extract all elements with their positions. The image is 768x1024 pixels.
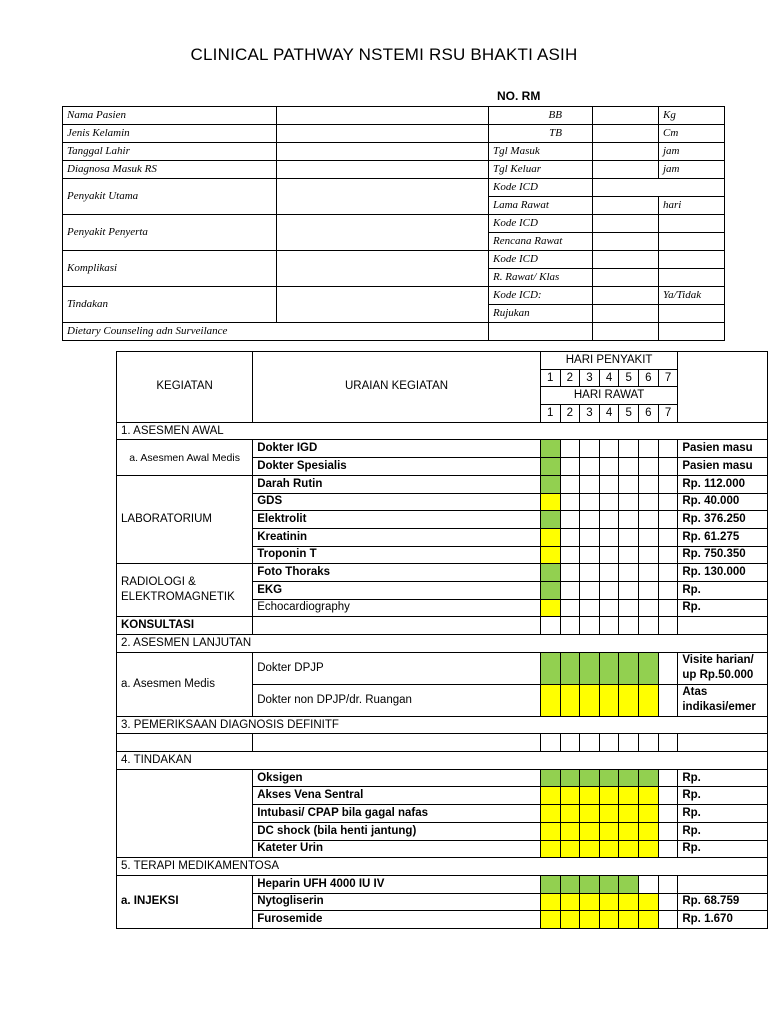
day-cell[interactable] [658, 769, 678, 787]
r-rawat-klas-extra[interactable] [659, 269, 725, 287]
diagnosa-masuk-label: Diagnosa Masuk RS [63, 161, 277, 179]
day-cell-yellow[interactable] [599, 822, 619, 840]
jam-keluar-unit: jam [659, 161, 725, 179]
day-cell-yellow[interactable] [619, 840, 639, 858]
day-cell[interactable] [560, 546, 580, 564]
dokter-spesialis: Dokter Spesialis [253, 458, 541, 476]
day-cell[interactable] [599, 617, 619, 635]
day-cell[interactable] [639, 493, 659, 511]
day-cell[interactable] [658, 684, 678, 716]
day-cell[interactable] [619, 599, 639, 617]
cost-dc-shock: Rp. [678, 822, 768, 840]
asesmen-medis-label: a. Asesmen Medis [117, 652, 253, 716]
day-cell-yellow[interactable] [619, 787, 639, 805]
day-cell[interactable] [619, 440, 639, 458]
troponin-t: Troponin T [253, 546, 541, 564]
cost-darah-rutin: Rp. 112.000 [678, 475, 768, 493]
heparin: Heparin UFH 4000 IU IV [253, 875, 541, 893]
kode-icd-komplikasi-extra[interactable] [659, 251, 725, 269]
day-cell[interactable] [560, 511, 580, 529]
komplikasi-label: Komplikasi [63, 251, 277, 287]
note-dokter-spesialis: Pasien masu [678, 458, 768, 476]
day-cell-yellow[interactable] [599, 805, 619, 823]
note-dokter-igd: Pasien masu [678, 440, 768, 458]
day-cell[interactable] [658, 581, 678, 599]
rujukan-value[interactable] [593, 305, 659, 323]
day-cell[interactable] [580, 511, 600, 529]
day-cell-yellow[interactable] [599, 893, 619, 911]
day-cell-yellow[interactable] [540, 528, 560, 546]
day-cell[interactable] [658, 652, 678, 684]
day-cell[interactable] [580, 493, 600, 511]
day-cell-yellow[interactable] [560, 822, 580, 840]
asesmen-awal-medis-label: a. Asesmen Awal Medis [117, 440, 253, 475]
day-cell[interactable] [639, 564, 659, 582]
day-cell-green[interactable] [639, 769, 659, 787]
kode-icd-komplikasi-label: Kode ICD [489, 251, 593, 269]
kode-icd-komplikasi-value[interactable] [593, 251, 659, 269]
cost-intubasi: Rp. [678, 805, 768, 823]
kateter-urin: Kateter Urin [253, 840, 541, 858]
day-cell-yellow[interactable] [580, 893, 600, 911]
lama-rawat-value[interactable] [593, 197, 659, 215]
tanggal-lahir-label: Tanggal Lahir [63, 143, 277, 161]
page-title: CLINICAL PATHWAY NSTEMI RSU BHAKTI ASIH [190, 45, 578, 64]
day-cell[interactable] [580, 440, 600, 458]
bb-label: BB [489, 107, 593, 125]
r-rawat-klas-label: R. Rawat/ Klas [489, 269, 593, 287]
day-cell[interactable] [619, 564, 639, 582]
day-cell-green[interactable] [599, 875, 619, 893]
day-cell[interactable] [639, 734, 659, 752]
day-header: 5 [619, 405, 639, 423]
section-tindakan: 4. TINDAKAN [117, 752, 768, 770]
day-cell-yellow[interactable] [540, 546, 560, 564]
day-header: 3 [580, 405, 600, 423]
keterangan-header [678, 352, 768, 423]
day-cell-yellow[interactable] [560, 805, 580, 823]
kode-icd-tindakan-value[interactable] [593, 287, 659, 305]
day-cell-yellow[interactable] [639, 805, 659, 823]
day-cell-yellow[interactable] [560, 911, 580, 929]
day-cell[interactable] [560, 581, 580, 599]
tgl-masuk-label: Tgl Masuk [489, 143, 593, 161]
penyakit-penyerta-value[interactable] [277, 215, 489, 251]
day-cell-yellow[interactable] [639, 840, 659, 858]
nytogliserin: Nytogliserin [253, 893, 541, 911]
day-cell-green[interactable] [540, 652, 560, 684]
cost-elektrolit: Rp. 376.250 [678, 511, 768, 529]
rencana-rawat-extra[interactable] [659, 233, 725, 251]
day-cell-yellow[interactable] [619, 805, 639, 823]
day-cell[interactable] [658, 440, 678, 458]
day-cell[interactable] [639, 546, 659, 564]
day-cell[interactable] [639, 528, 659, 546]
day-cell-green[interactable] [599, 652, 619, 684]
ekg: EKG [253, 581, 541, 599]
furosemide: Furosemide [253, 911, 541, 929]
day-cell-green[interactable] [639, 652, 659, 684]
day-cell[interactable] [580, 581, 600, 599]
day-cell-green[interactable] [560, 652, 580, 684]
day-header: 3 [580, 369, 600, 387]
injeksi-label: a. INJEKSI [117, 875, 253, 928]
kreatinin: Kreatinin [253, 528, 541, 546]
no-rm-label: NO. RM [497, 89, 541, 103]
day-cell[interactable] [599, 564, 619, 582]
day-cell-yellow[interactable] [540, 893, 560, 911]
day-cell[interactable] [540, 617, 560, 635]
diagnosa-masuk-value[interactable] [277, 161, 489, 179]
day-cell[interactable] [560, 440, 580, 458]
cost-heparin [678, 875, 768, 893]
day-cell-green[interactable] [560, 769, 580, 787]
day-cell[interactable] [658, 511, 678, 529]
day-cell-green[interactable] [540, 564, 560, 582]
day-cell[interactable] [619, 617, 639, 635]
tindakan-label: Tindakan [63, 287, 277, 323]
komplikasi-value[interactable] [277, 251, 489, 287]
konsultasi-value[interactable] [253, 617, 541, 635]
kode-icd-penyerta-extra[interactable] [659, 215, 725, 233]
day-cell-yellow[interactable] [540, 911, 560, 929]
day-cell[interactable] [599, 511, 619, 529]
dietary-value[interactable] [489, 323, 593, 341]
day-cell-yellow[interactable] [580, 684, 600, 716]
cost-akses-vena: Rp. [678, 787, 768, 805]
day-cell[interactable] [560, 564, 580, 582]
day-cell-green[interactable] [580, 769, 600, 787]
day-cell[interactable] [599, 599, 619, 617]
day-cell-yellow[interactable] [599, 840, 619, 858]
day-cell[interactable] [540, 734, 560, 752]
day-header: 4 [599, 369, 619, 387]
day-cell[interactable] [599, 475, 619, 493]
darah-rutin: Darah Rutin [253, 475, 541, 493]
day-cell[interactable] [639, 617, 659, 635]
day-cell-yellow[interactable] [560, 787, 580, 805]
dokter-dpjp: Dokter DPJP [253, 652, 541, 684]
dietary-extra-1[interactable] [593, 323, 659, 341]
day-cell[interactable] [560, 475, 580, 493]
note-atas-indikasi: Atas indikasi/emer [678, 684, 768, 716]
day-cell-yellow[interactable] [580, 822, 600, 840]
day-cell-green[interactable] [540, 440, 560, 458]
penyakit-utama-value[interactable] [277, 179, 489, 215]
day-cell-yellow[interactable] [619, 684, 639, 716]
day-cell[interactable] [580, 475, 600, 493]
day-cell[interactable] [580, 458, 600, 476]
elektrolit: Elektrolit [253, 511, 541, 529]
day-cell-green[interactable] [540, 769, 560, 787]
pathway-table [116, 351, 768, 929]
note-visite: Visite harian/ up Rp.50.000 [678, 652, 768, 684]
penyakit-penyerta-label: Penyakit Penyerta [63, 215, 277, 251]
day-cell-green[interactable] [540, 511, 560, 529]
foto-thoraks: Foto Thoraks [253, 564, 541, 582]
penyakit-utama-label: Penyakit Utama [63, 179, 277, 215]
day-cell[interactable] [560, 458, 580, 476]
tb-label: TB [489, 125, 593, 143]
day-cell-yellow[interactable] [580, 840, 600, 858]
day-cell[interactable] [560, 528, 580, 546]
day-cell-yellow[interactable] [639, 822, 659, 840]
nama-pasien-label: Nama Pasien [63, 107, 277, 125]
day-cell-yellow[interactable] [619, 911, 639, 929]
lama-rawat-label: Lama Rawat [489, 197, 593, 215]
cost-kateter: Rp. [678, 840, 768, 858]
day-header: 2 [560, 369, 580, 387]
day-cell[interactable] [658, 911, 678, 929]
day-cell[interactable] [658, 493, 678, 511]
day-cell-yellow[interactable] [580, 911, 600, 929]
day-cell-yellow[interactable] [599, 787, 619, 805]
cost-gds: Rp. 40.000 [678, 493, 768, 511]
day-cell-yellow[interactable] [599, 911, 619, 929]
day-cell-green[interactable] [540, 875, 560, 893]
day-cell-green[interactable] [580, 652, 600, 684]
day-header: 4 [599, 405, 619, 423]
day-header: 5 [619, 369, 639, 387]
day-cell[interactable] [580, 599, 600, 617]
konsultasi-label: KONSULTASI [117, 617, 253, 635]
day-cell[interactable] [580, 617, 600, 635]
nama-pasien-value[interactable] [277, 107, 489, 125]
day-cell-yellow[interactable] [639, 893, 659, 911]
day-cell-yellow[interactable] [599, 684, 619, 716]
kode-icd-utama-label: Kode ICD [489, 179, 593, 197]
cost-oksigen: Rp. [678, 769, 768, 787]
cost-troponin: Rp. 750.350 [678, 546, 768, 564]
day-cell[interactable] [639, 458, 659, 476]
day-cell-green[interactable] [599, 769, 619, 787]
section-asesmen-lanjutan: 2. ASESMEN LANJUTAN [117, 635, 768, 653]
dietary-label: Dietary Counseling adn Surveilance [63, 323, 489, 341]
day-cell[interactable] [639, 475, 659, 493]
day-cell-yellow[interactable] [540, 684, 560, 716]
day-cell-yellow[interactable] [639, 787, 659, 805]
day-cell[interactable] [599, 458, 619, 476]
konsultasi-note [678, 617, 768, 635]
day-cell[interactable] [658, 734, 678, 752]
kode-icd-penyerta-label: Kode ICD [489, 215, 593, 233]
day-cell[interactable] [658, 475, 678, 493]
day-cell[interactable] [619, 475, 639, 493]
day-cell[interactable] [619, 581, 639, 599]
day-cell[interactable] [619, 546, 639, 564]
day-cell[interactable] [560, 493, 580, 511]
day-cell[interactable] [599, 581, 619, 599]
day-cell[interactable] [658, 822, 678, 840]
r-rawat-klas-value[interactable] [593, 269, 659, 287]
day-cell[interactable] [619, 734, 639, 752]
dokter-non-dpjp: Dokter non DPJP/dr. Ruangan [253, 684, 541, 716]
kegiatan-header: KEGIATAN [117, 352, 253, 423]
cost-furosemide: Rp. 1.670 [678, 911, 768, 929]
day-cell[interactable] [560, 617, 580, 635]
kg-unit: Kg [659, 107, 725, 125]
day-cell-green[interactable] [540, 475, 560, 493]
day-cell[interactable] [599, 528, 619, 546]
day-cell[interactable] [658, 805, 678, 823]
day-cell-yellow[interactable] [619, 822, 639, 840]
day-cell[interactable] [619, 511, 639, 529]
kode-icd-tindakan-label: Kode ICD: [489, 287, 593, 305]
day-cell-yellow[interactable] [540, 787, 560, 805]
pemeriksaan-item[interactable] [117, 734, 253, 752]
day-header: 6 [639, 405, 659, 423]
kode-icd-utama-value[interactable] [593, 179, 725, 197]
day-header: 1 [540, 405, 560, 423]
day-cell-yellow[interactable] [540, 493, 560, 511]
day-header: 2 [560, 405, 580, 423]
cost-nytogliserin: Rp. 68.759 [678, 893, 768, 911]
day-cell[interactable] [619, 528, 639, 546]
radiologi-label: RADIOLOGI & ELEKTROMAGNETIK [117, 564, 253, 617]
day-cell-yellow[interactable] [560, 840, 580, 858]
day-cell[interactable] [658, 599, 678, 617]
rencana-rawat-value[interactable] [593, 233, 659, 251]
day-cell[interactable] [639, 511, 659, 529]
day-header: 6 [639, 369, 659, 387]
day-cell-yellow[interactable] [639, 911, 659, 929]
day-cell-green[interactable] [619, 769, 639, 787]
cost-ekg: Rp. [678, 581, 768, 599]
jenis-kelamin-value[interactable] [277, 125, 489, 143]
section-terapi: 5. TERAPI MEDIKAMENTOSA [117, 858, 768, 876]
section-asesmen-awal: 1. ASESMEN AWAL [117, 422, 768, 440]
day-cell-yellow[interactable] [580, 805, 600, 823]
day-cell[interactable] [599, 440, 619, 458]
kode-icd-penyerta-value[interactable] [593, 215, 659, 233]
day-cell[interactable] [639, 599, 659, 617]
day-cell[interactable] [658, 546, 678, 564]
hari-rawat-header: HARI RAWAT [540, 387, 677, 405]
day-header: 7 [658, 405, 678, 423]
tgl-masuk-value[interactable] [593, 143, 659, 161]
day-cell[interactable] [639, 440, 659, 458]
day-cell[interactable] [658, 893, 678, 911]
day-cell[interactable] [658, 617, 678, 635]
day-cell-green[interactable] [560, 875, 580, 893]
day-cell-yellow[interactable] [639, 684, 659, 716]
day-cell-yellow[interactable] [619, 893, 639, 911]
patient-info-table [62, 106, 725, 341]
day-cell[interactable] [580, 528, 600, 546]
day-cell[interactable] [599, 546, 619, 564]
cost-foto-thoraks: Rp. 130.000 [678, 564, 768, 582]
hari-unit: hari [659, 197, 725, 215]
section-pemeriksaan: 3. PEMERIKSAAN DIAGNOSIS DEFINITF [117, 716, 768, 734]
intubasi-cpap: Intubasi/ CPAP bila gagal nafas [253, 805, 541, 823]
day-header: 7 [658, 369, 678, 387]
day-cell-green[interactable] [580, 875, 600, 893]
day-cell[interactable] [658, 875, 678, 893]
day-cell-yellow[interactable] [580, 787, 600, 805]
day-cell[interactable] [560, 599, 580, 617]
tanggal-lahir-value[interactable] [277, 143, 489, 161]
day-cell[interactable] [619, 458, 639, 476]
day-cell[interactable] [580, 564, 600, 582]
ya-tidak-option[interactable]: Ya/Tidak [659, 287, 725, 305]
day-cell-yellow[interactable] [560, 684, 580, 716]
uraian-header: URAIAN KEGIATAN [253, 352, 541, 423]
tgl-keluar-label: Tgl Keluar [489, 161, 593, 179]
day-cell[interactable] [639, 875, 659, 893]
pemeriksaan-note [678, 734, 768, 752]
day-cell-yellow[interactable] [540, 840, 560, 858]
day-cell[interactable] [658, 564, 678, 582]
day-cell-yellow[interactable] [540, 805, 560, 823]
gds: GDS [253, 493, 541, 511]
akses-vena-sentral: Akses Vena Sentral [253, 787, 541, 805]
rujukan-label: Rujukan [489, 305, 593, 323]
day-cell[interactable] [658, 787, 678, 805]
day-cell[interactable] [580, 734, 600, 752]
day-cell-green[interactable] [619, 652, 639, 684]
day-cell[interactable] [639, 581, 659, 599]
tindakan-group [117, 769, 253, 857]
day-cell-green[interactable] [540, 458, 560, 476]
tb-value[interactable] [593, 125, 659, 143]
day-cell[interactable] [560, 734, 580, 752]
tgl-keluar-value[interactable] [593, 161, 659, 179]
cost-echo: Rp. [678, 599, 768, 617]
day-cell[interactable] [658, 458, 678, 476]
day-cell-yellow[interactable] [540, 599, 560, 617]
dietary-extra-2[interactable] [659, 323, 725, 341]
day-cell-yellow[interactable] [560, 893, 580, 911]
jam-masuk-unit: jam [659, 143, 725, 161]
day-cell[interactable] [619, 493, 639, 511]
day-cell[interactable] [580, 546, 600, 564]
tindakan-value[interactable] [277, 287, 489, 323]
day-cell-yellow[interactable] [540, 822, 560, 840]
hari-penyakit-header: HARI PENYAKIT [540, 352, 677, 370]
day-cell[interactable] [599, 493, 619, 511]
jenis-kelamin-label: Jenis Kelamin [63, 125, 277, 143]
cost-kreatinin: Rp. 61.275 [678, 528, 768, 546]
rencana-rawat-label: Rencana Rawat [489, 233, 593, 251]
day-cell-green[interactable] [619, 875, 639, 893]
echocardiography: Echocardiography [253, 599, 541, 617]
day-cell[interactable] [658, 528, 678, 546]
day-cell[interactable] [599, 734, 619, 752]
day-header: 1 [540, 369, 560, 387]
laboratorium-label: LABORATORIUM [117, 475, 253, 563]
dokter-igd: Dokter IGD [253, 440, 541, 458]
bb-value[interactable] [593, 107, 659, 125]
cm-unit: Cm [659, 125, 725, 143]
oksigen: Oksigen [253, 769, 541, 787]
pemeriksaan-value[interactable] [253, 734, 541, 752]
day-cell-green[interactable] [540, 581, 560, 599]
rujukan-extra[interactable] [659, 305, 725, 323]
dc-shock: DC shock (bila henti jantung) [253, 822, 541, 840]
day-cell[interactable] [658, 840, 678, 858]
